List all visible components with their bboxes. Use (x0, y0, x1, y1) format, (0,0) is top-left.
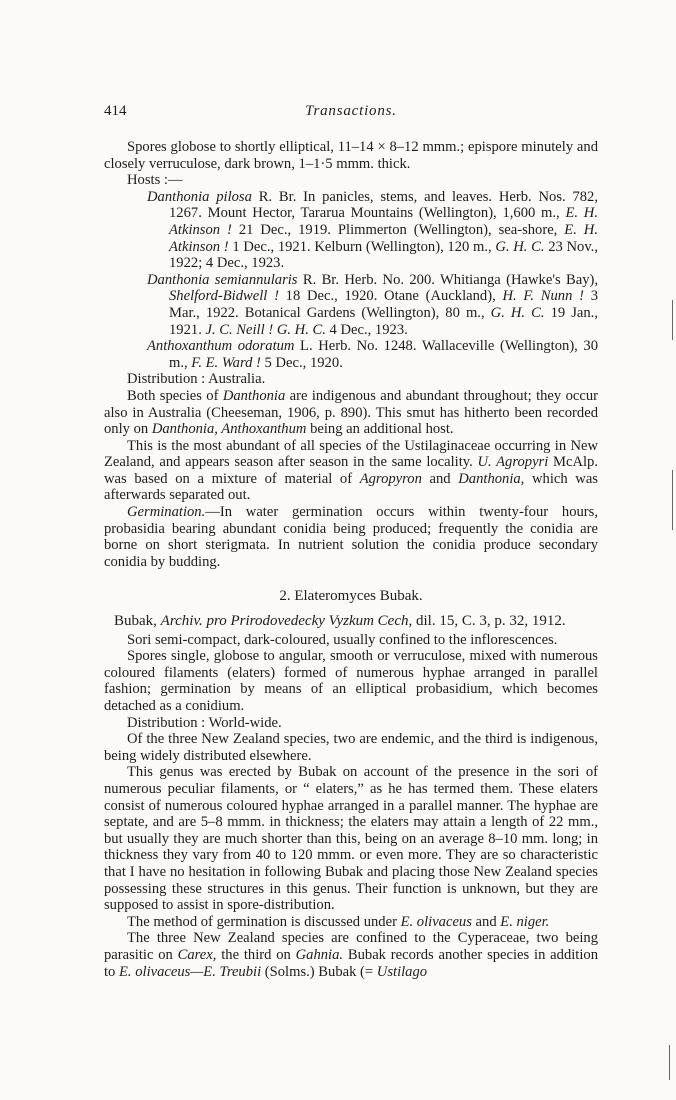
paragraph-cyperaceae: The three New Zealand species are confined to the Cyperaceae, two being parasitic on Carex, the third on Gahnia. Bubak records another species in addition to E. olivaceus—E. Treubii (Solms.) Bubak (= Ustilago (104, 930, 598, 980)
host-entry: Anthoxanthum odoratum L. Herb. No. 1248. Wallaceville (Wellington), 30 m., F. E. Ward ! 5 Dec., 1920. (147, 338, 598, 371)
paragraph-indigenous: Both species of Danthonia are indigenous and abundant throughout; they occur also in Australia (Cheeseman, 1906, p. 890). This smut has hitherto been recorded only on Danthonia, Anthoxanthum being an additional host. (104, 387, 598, 438)
page-header (104, 103, 598, 123)
paragraph-germination-method: The method of germination is discussed under E. olivaceus and E. niger. (127, 913, 550, 930)
document-page (104, 0, 598, 1100)
distribution-world: Distribution : World-wide. (127, 714, 282, 731)
germination-label: Germination. (127, 504, 206, 521)
running-title: Transactions. (305, 103, 397, 119)
scan-margin-mark (672, 470, 673, 530)
page-number: 414 (104, 103, 127, 119)
host-entry: Danthonia pilosa R. Br. In panicles, stems, and leaves. Herb. Nos. 782, 1267. Mount Hector, Tararua Mountains (Wellington), 1,600 m., E. H. Atkinson ! 21 Dec., 1919. Plimmerton (Wellington), sea-shore, E. H. Atkinson ! 1 Dec., 1921. Kelburn (Wellington), 120 m., G. H. C. 23 Nov., 1922; 4 Dec., 1923. (147, 188, 598, 272)
host-entry: Danthonia semiannularis R. Br. Herb. No. 200. Whitianga (Hawke's Bay), Shelford-Bidwell ! 18 Dec., 1920. Otane (Auckland), H. F. Nunn ! 3 Mar., 1922. Botanical Gardens (Wellington), 80 m., G. H. C. 19 Jan., 1921. J. C. Neill ! G. H. C. 4 Dec., 1923. (147, 271, 598, 338)
distribution-australia: Distribution : Australia. (127, 371, 266, 388)
genus-citation: Bubak, Archiv. pro Prirodovedecky Vyzkum Cech, dil. 15, C. 3, p. 32, 1912. (114, 613, 566, 630)
host-name: Anthoxanthum odoratum (147, 338, 295, 355)
sori-description: Sori semi-compact, dark-coloured, usually confined to the inflorescences. (127, 631, 558, 648)
paragraph-three-species: Of the three New Zealand species, two are endemic, and the third is indigenous, being widely distributed elsewhere. (104, 731, 598, 764)
host-name: Danthonia semiannularis (147, 271, 298, 288)
scan-margin-mark (669, 1045, 670, 1080)
page-body (104, 139, 598, 980)
paragraph-genus-erected: This genus was erected by Bubak on account of the presence in the sori of numerous peculiar filaments, or “ elaters,” as he has termed them. These elaters consist of numerous coloured hyphae arranged in a parallel manner. The hyphae are septate, and are 5–8 mmm. in thickness; the elaters may attain a length of 22 mm., but usually they are much shorter than this, being on an average 8–10 mm. long; in thickness they vary from 40 to 120 mmm. or even more. They are so characteristic that I have no hesitation in following Bubak and placing those New Zealand species possessing these structures in this genus. Their function is unknown, but they are supposed to assist in spore-distribution. (104, 764, 598, 914)
scan-margin-mark (672, 300, 673, 340)
hosts-label: Hosts :— (127, 172, 183, 189)
spores-description: Spores globose to shortly elliptical, 11–14 × 8–12 mmm.; epispore minutely and closely verruculose, dark brown, 1–1·5 mmm. thick. (104, 139, 598, 172)
spores-genus-description: Spores single, globose to angular, smooth or verruculose, mixed with numerous coloured filaments (elaters) formed of numerous hyphae arranged in parallel fashion; germination by means of an elliptical probasidium, which becomes detached as a conidium. (104, 648, 598, 714)
host-name: Danthonia pilosa (147, 188, 252, 205)
paragraph-abundant: This is the most abundant of all species of the Ustilaginaceae occurring in New Zealand, and appears season after season in the same locality. U. Agropyri McAlp. was based on a mixture of material of Agropyron and Danthonia, which was afterwards separated out. (104, 437, 598, 504)
section-heading: 2. Elateromyces Bubak. (279, 588, 423, 605)
paragraph-germination: Germination.—In water germination occurs within twenty-four hours, probasidia bearing abundant conidia being produced; frequently the conidia are borne on short sterigmata. In nutrient solution the conidia produce secondary conidia by budding. (104, 504, 598, 570)
